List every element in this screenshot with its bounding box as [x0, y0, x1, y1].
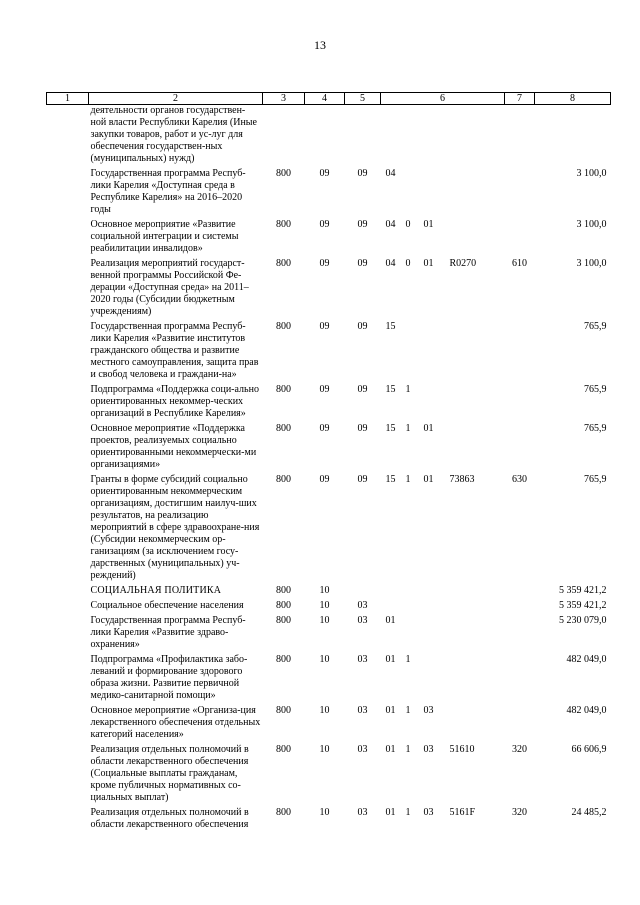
- code-program: 01: [385, 744, 396, 755]
- code-activity: 03: [423, 807, 434, 818]
- code-activity: [424, 615, 450, 627]
- code-subprogram: [406, 615, 424, 627]
- cell-subsection: 09: [357, 321, 368, 332]
- row-name: Основное мероприятие «Поддержка проектов, реализуемых социально ориентированными некоммерчески-ми организациями»: [90, 423, 257, 470]
- cell-subsection: 09: [357, 423, 368, 434]
- table-row: [47, 219, 611, 258]
- cell-expense-type: 630: [512, 474, 527, 485]
- table-row: [47, 384, 611, 423]
- cell-section: 10: [319, 600, 330, 611]
- cell-target-article: [381, 219, 505, 258]
- cell-empty: [47, 600, 89, 615]
- row-name: Основное мероприятие «Развитие социальной интеграции и системы реабилитации инвалидов»: [90, 219, 239, 254]
- table-row: [47, 654, 611, 705]
- cell-section: 10: [319, 807, 330, 818]
- code-subprogram: [406, 168, 424, 180]
- cell-empty: [47, 258, 89, 321]
- cell-section: 09: [319, 474, 330, 485]
- code-activity: [424, 654, 450, 666]
- table-row: [47, 321, 611, 384]
- code-program: 15: [385, 474, 396, 485]
- row-name: Социальное обеспечение населения: [90, 600, 244, 611]
- table-row: [47, 807, 611, 834]
- code-direction: [450, 654, 486, 666]
- cell-empty: [47, 654, 89, 705]
- cell-ministry: 800: [276, 744, 291, 755]
- cell-empty: [47, 615, 89, 654]
- cell-amount: 5 359 421,2: [559, 585, 607, 596]
- table-row: [47, 474, 611, 585]
- cell-empty: [47, 423, 89, 474]
- table-row: [47, 168, 611, 219]
- cell-empty: [47, 384, 89, 423]
- cell-subsection: [345, 585, 381, 600]
- cell-target-article: [381, 744, 505, 807]
- cell-amount: 482 049,0: [566, 705, 607, 716]
- cell-empty: [47, 105, 89, 169]
- cell-section: 10: [319, 744, 330, 755]
- cell-subsection: 09: [357, 219, 368, 230]
- cell-target-article: [381, 615, 505, 654]
- cell-amount: 5 359 421,2: [559, 600, 607, 611]
- cell-amount: [535, 105, 611, 169]
- code-program: 01: [385, 615, 396, 626]
- cell-subsection: 09: [357, 384, 368, 395]
- cell-expense-type: [505, 600, 535, 615]
- cell-target-article: [381, 474, 505, 585]
- cell-target-article: [381, 705, 505, 744]
- code-direction: [450, 219, 486, 231]
- code-program: 15: [385, 423, 396, 434]
- cell-empty: [47, 705, 89, 744]
- cell-subsection: 03: [357, 807, 368, 818]
- code-subprogram: 0: [405, 219, 411, 230]
- code-direction: [450, 321, 486, 333]
- cell-subsection: 03: [357, 600, 368, 611]
- cell-expense-type: [505, 705, 535, 744]
- cell-ministry: 800: [276, 705, 291, 716]
- table-row: [47, 615, 611, 654]
- code-subprogram: 1: [405, 654, 411, 665]
- cell-ministry: 800: [276, 600, 291, 611]
- row-name: Подпрограмма «Поддержка соци-ально ориентированных некоммер-ческих организаций в Республике Карелия»: [90, 384, 259, 419]
- cell-expense-type: [505, 321, 535, 384]
- code-direction: 51610: [449, 744, 475, 755]
- cell-amount: 482 049,0: [566, 654, 607, 665]
- column-header: 4: [305, 93, 345, 105]
- page-number: 13: [314, 38, 326, 52]
- cell-amount: 3 100,0: [576, 258, 607, 269]
- row-name: Основное мероприятие «Организа-ция лекарственного обеспечения отдельных категорий населения»: [90, 705, 261, 740]
- code-program: 01: [385, 705, 396, 716]
- cell-ministry: 800: [276, 321, 291, 332]
- cell-subsection: 03: [357, 705, 368, 716]
- code-activity: [424, 321, 450, 333]
- cell-ministry: 800: [276, 168, 291, 179]
- cell-empty: [47, 474, 89, 585]
- cell-expense-type: [505, 219, 535, 258]
- cell-empty: [47, 168, 89, 219]
- row-name: Государственная программа Респуб-лики Карелия «Развитие здраво-охранения»: [90, 615, 246, 650]
- cell-expense-type: [505, 654, 535, 705]
- cell-amount: 765,9: [584, 321, 607, 332]
- cell-expense-type: 610: [512, 258, 527, 269]
- row-name: Государственная программа Респуб-лики Карелия «Доступная среда в Республике Карелия» на 2016–2020 годы: [90, 168, 246, 215]
- cell-section: 09: [319, 384, 330, 395]
- cell-expense-type: [505, 105, 535, 169]
- cell-section: 09: [319, 321, 330, 332]
- code-program: 15: [385, 384, 396, 395]
- cell-section: 09: [319, 219, 330, 230]
- cell-amount: 765,9: [584, 384, 607, 395]
- cell-expense-type: [505, 585, 535, 600]
- code-direction: [450, 423, 486, 435]
- code-subprogram: 1: [405, 705, 411, 716]
- table-row: [47, 585, 611, 600]
- cell-section: 10: [319, 585, 330, 596]
- cell-expense-type: 320: [512, 744, 527, 755]
- cell-amount: 765,9: [584, 474, 607, 485]
- code-subprogram: [406, 321, 424, 333]
- code-subprogram: 1: [405, 744, 411, 755]
- cell-ministry: 800: [276, 423, 291, 434]
- budget-table: [46, 92, 611, 834]
- column-header: 6: [381, 93, 505, 105]
- code-subprogram: 1: [405, 384, 411, 395]
- cell-ministry: 800: [276, 258, 291, 269]
- cell-target-article: [381, 168, 505, 219]
- code-subprogram: 1: [405, 423, 411, 434]
- cell-ministry: 800: [276, 807, 291, 818]
- row-name: Реализация отдельных полномочий в области лекарственного обеспечения (Социальные выплаты гражданам, кроме публичных нормативных со-циальных выплат): [90, 744, 249, 803]
- column-header: 1: [47, 93, 89, 105]
- cell-amount: 765,9: [584, 423, 607, 434]
- cell-target-article: [381, 384, 505, 423]
- code-subprogram: 0: [405, 258, 411, 269]
- code-activity: 03: [423, 744, 434, 755]
- cell-ministry: [263, 105, 305, 169]
- cell-section: [305, 105, 345, 169]
- table-row: [47, 600, 611, 615]
- cell-ministry: 800: [276, 219, 291, 230]
- cell-ministry: 800: [276, 474, 291, 485]
- table-row: [47, 258, 611, 321]
- code-program: 04: [385, 258, 396, 269]
- column-header: 2: [89, 93, 263, 105]
- code-activity: 01: [423, 423, 434, 434]
- row-name: деятельности органов государствен-ной власти Республики Карелия (Иные закупки товаров, работ и ус-луг для обеспечения государствен-ных (муниципальных) нужд): [90, 105, 257, 164]
- code-program: 15: [385, 321, 396, 332]
- code-direction: R0270: [449, 258, 477, 269]
- cell-empty: [47, 585, 89, 600]
- cell-empty: [47, 321, 89, 384]
- code-activity: 01: [423, 258, 434, 269]
- cell-subsection: 09: [357, 474, 368, 485]
- code-program: 04: [385, 168, 396, 179]
- cell-target-article: [381, 807, 505, 834]
- cell-subsection: 03: [357, 615, 368, 626]
- cell-target-article: [381, 258, 505, 321]
- code-direction: [450, 384, 486, 396]
- cell-section: 09: [319, 168, 330, 179]
- header-row: [47, 93, 611, 105]
- cell-expense-type: [505, 384, 535, 423]
- table-row: [47, 423, 611, 474]
- code-direction: [450, 168, 486, 180]
- code-direction: 5161F: [449, 807, 476, 818]
- cell-amount: 3 100,0: [576, 219, 607, 230]
- row-name: Реализация отдельных полномочий в области лекарственного обеспечения: [90, 807, 249, 830]
- cell-section: 10: [319, 654, 330, 665]
- code-activity: 03: [423, 705, 434, 716]
- code-direction: [450, 615, 486, 627]
- column-header: 3: [263, 93, 305, 105]
- table-row: [47, 705, 611, 744]
- cell-expense-type: [505, 615, 535, 654]
- row-name: Подпрограмма «Профилактика забо-леваний и формирование здорового образа жизни. Развитие первичной медико-санитарной помощи»: [90, 654, 248, 701]
- cell-target-article: [381, 600, 505, 615]
- column-header: 7: [505, 93, 535, 105]
- cell-target-article: [381, 585, 505, 600]
- row-name: СОЦИАЛЬНАЯ ПОЛИТИКА: [90, 585, 222, 596]
- row-name: Гранты в форме субсидий социально ориентированным некоммерческим организациям, достигшим наилуч-ших результатов, на реализацию мероприятий в сфере здравоохране-ния (Субсидии некоммерческим ор-ганизациям (за исключением госу-дарственных (муниципальных) уч-реждений): [90, 474, 260, 581]
- cell-subsection: 03: [357, 654, 368, 665]
- cell-subsection: 03: [357, 744, 368, 755]
- cell-expense-type: [505, 168, 535, 219]
- table-row: [47, 744, 611, 807]
- cell-amount: 24 485,2: [571, 807, 607, 818]
- code-subprogram: 1: [405, 807, 411, 818]
- cell-section: 09: [319, 423, 330, 434]
- column-header: 5: [345, 93, 381, 105]
- code-activity: 01: [423, 474, 434, 485]
- cell-target-article: [381, 105, 505, 169]
- cell-ministry: 800: [276, 585, 291, 596]
- cell-section: 10: [319, 705, 330, 716]
- table-row: [47, 105, 611, 169]
- cell-target-article: [381, 654, 505, 705]
- code-direction: 73863: [449, 474, 475, 485]
- code-program: 04: [385, 219, 396, 230]
- code-activity: [424, 168, 450, 180]
- cell-amount: 3 100,0: [576, 168, 607, 179]
- cell-target-article: [381, 423, 505, 474]
- cell-amount: 5 230 079,0: [559, 615, 607, 626]
- code-program: 01: [385, 807, 396, 818]
- row-name: Реализация мероприятий государст-венной программы Российской Фе-дерации «Доступная среда» на 2011–2020 годы (Субсидии бюджетным учреждениям): [90, 258, 249, 317]
- cell-amount: 66 606,9: [571, 744, 607, 755]
- cell-subsection: 09: [357, 168, 368, 179]
- cell-expense-type: [505, 423, 535, 474]
- cell-empty: [47, 219, 89, 258]
- code-direction: [450, 705, 486, 717]
- code-subprogram: 1: [405, 474, 411, 485]
- cell-subsection: 09: [357, 258, 368, 269]
- cell-empty: [47, 807, 89, 834]
- cell-ministry: 800: [276, 654, 291, 665]
- cell-expense-type: 320: [512, 807, 527, 818]
- row-name: Государственная программа Респуб-лики Карелия «Развитие институтов гражданского общества и развитие местного самоуправления, защита прав и свобод человека и граждани-на»: [90, 321, 259, 380]
- code-program: 01: [385, 654, 396, 665]
- column-header: 8: [535, 93, 611, 105]
- cell-target-article: [381, 321, 505, 384]
- cell-empty: [47, 744, 89, 807]
- cell-subsection: [345, 105, 381, 169]
- cell-section: 10: [319, 615, 330, 626]
- code-activity: 01: [423, 219, 434, 230]
- cell-section: 09: [319, 258, 330, 269]
- cell-ministry: 800: [276, 384, 291, 395]
- cell-ministry: 800: [276, 615, 291, 626]
- code-activity: [424, 384, 450, 396]
